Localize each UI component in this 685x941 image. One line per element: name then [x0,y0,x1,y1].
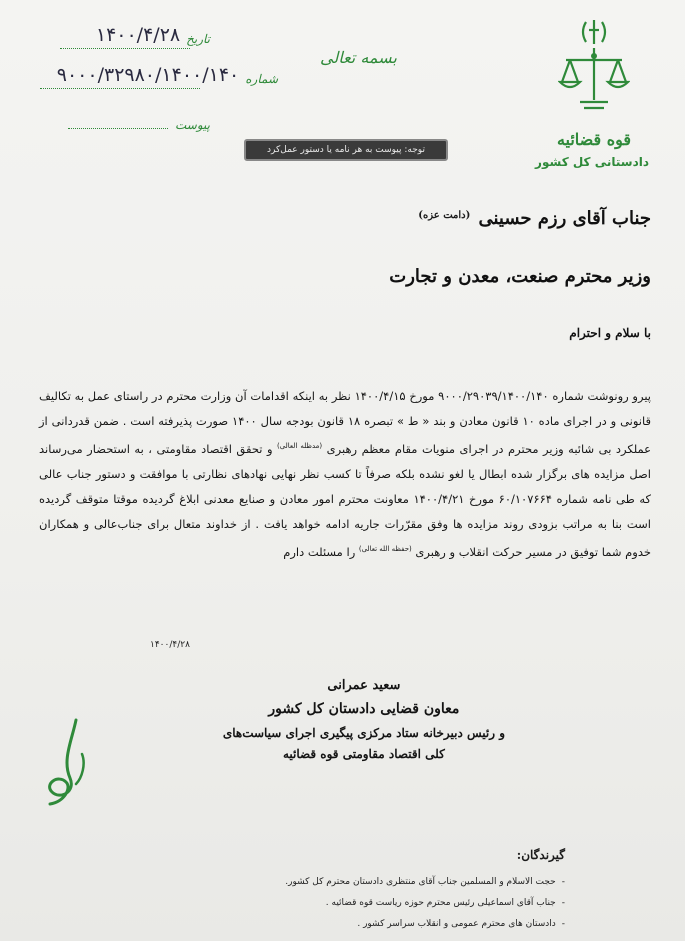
signatory-role-line-2: کلی اقتصاد مقاومتی قوه قضائیه [282,747,445,761]
org-name: قوه قضائیه [556,130,632,149]
cc-item: - حجت الاسلام و المسلمین جناب آقای منتظری دادستان محترم کل کشور. [285,872,565,893]
signatory-role-line-1: و رئیس دبیرخانه ستاد مرکزی پیگیری اجرای سیاست‌های [222,726,505,740]
number-label: شماره [245,72,278,86]
number-value: ۹۰۰۰/۳۲۹۸۰/۱۴۰۰/۱۴۰ [56,64,240,86]
cc-items [285,872,565,935]
cc-item: - جناب آقای اسماعیلی رئیس محترم حوزه ریاست قوه قضائیه . [285,893,565,914]
signature-block [223,678,505,761]
signatory-title: معاون قضایی دادستان کل کشور [268,701,460,717]
scales-of-justice-icon [558,16,630,126]
handwritten-signature [36,714,96,814]
cc-title: گیرندگان: [516,848,565,862]
judiciary-emblem [535,16,649,176]
number-underline [40,88,200,89]
sub-org-name: دادستانی کل کشور [535,155,649,169]
body-superscript-1: (مدظله العالی) [277,442,323,450]
number-row [0,58,278,86]
closing-date: ۱۴۰۰/۴/۲۸ [150,640,190,650]
date-value: ۱۴۰۰/۴/۲۸ [95,24,181,46]
letter-body [39,384,651,565]
date-underline [60,48,190,49]
attachment-underline [68,128,168,129]
body-superscript-2: (حفظه الله تعالی) [358,544,412,553]
cc-item: - دادستان های محترم عمومی و انقلاب سراسر کشور . [285,914,565,935]
cc-list [285,848,565,935]
invocation: بسمه تعالی [320,48,397,67]
recipient-name: جناب آقای رزم حسینی [478,208,651,229]
signatory-name: سعید عمرانی [327,678,401,693]
recipient-title: وزیر محترم صنعت، معدن و تجارت [389,266,651,287]
body-part-2: و تحقق اقتصاد مقاومتی ، به استحضار می‌رساند اصل مزایده های برگزار شده ابطال یا لغو نشده بلکه صرفاً تا کسب نظر نهایی نهادهای نظارتی با موافقت و دستور جناب عالی که طی نامه شماره ۶۰/۱۰۷۶۶۴ مورخ ۱۴۰۰/۴/۲۱ معاونت محترم امور معادن و صنایع معدنی ابلاغ گردیده موقتا متوقف گردیده است بنا به مراتب بزودی روند مزایده ها وفق مقرّرات جاریه ادامه خواهد یافت . از خداوند متعال برای جناب‌عالی و همکاران خدوم شما توفیق در مسیر حرکت انقلاب و رهبری [39,441,651,559]
attachment-label: پیوست [175,118,210,132]
date-label: تاریخ [186,32,210,46]
recipient [418,208,651,229]
date-row [0,18,210,46]
greeting: با سلام و احترام [569,326,651,340]
body-part-3: را مسئلت دارم [283,544,356,559]
stamp-bar: توجه: پیوست به هر نامه یا دستور عمل‌کرد [244,139,448,161]
body-part-1: پیرو رونوشت شماره ۹۰۰۰/۲۹۰۳۹/۱۴۰۰/۱۴۰ مورخ ۱۴۰۰/۴/۱۵ نظر به اینکه اقدامات آن وزارت محترم در راستای عمل به تکالیف قانونی و در اجرای ماده ۱۰ قانون معادن و بند « ط » تبصره ۱۸ قانون بودجه سال ۱۴۰۰ صورت پذیرفته است . ضمن قدردانی از عملکرد بی شائبه وزیر محترم در اجرای منویات مقام معظم رهبری [39,389,652,456]
recipient-honorific: (دامت عزه) [418,209,471,221]
